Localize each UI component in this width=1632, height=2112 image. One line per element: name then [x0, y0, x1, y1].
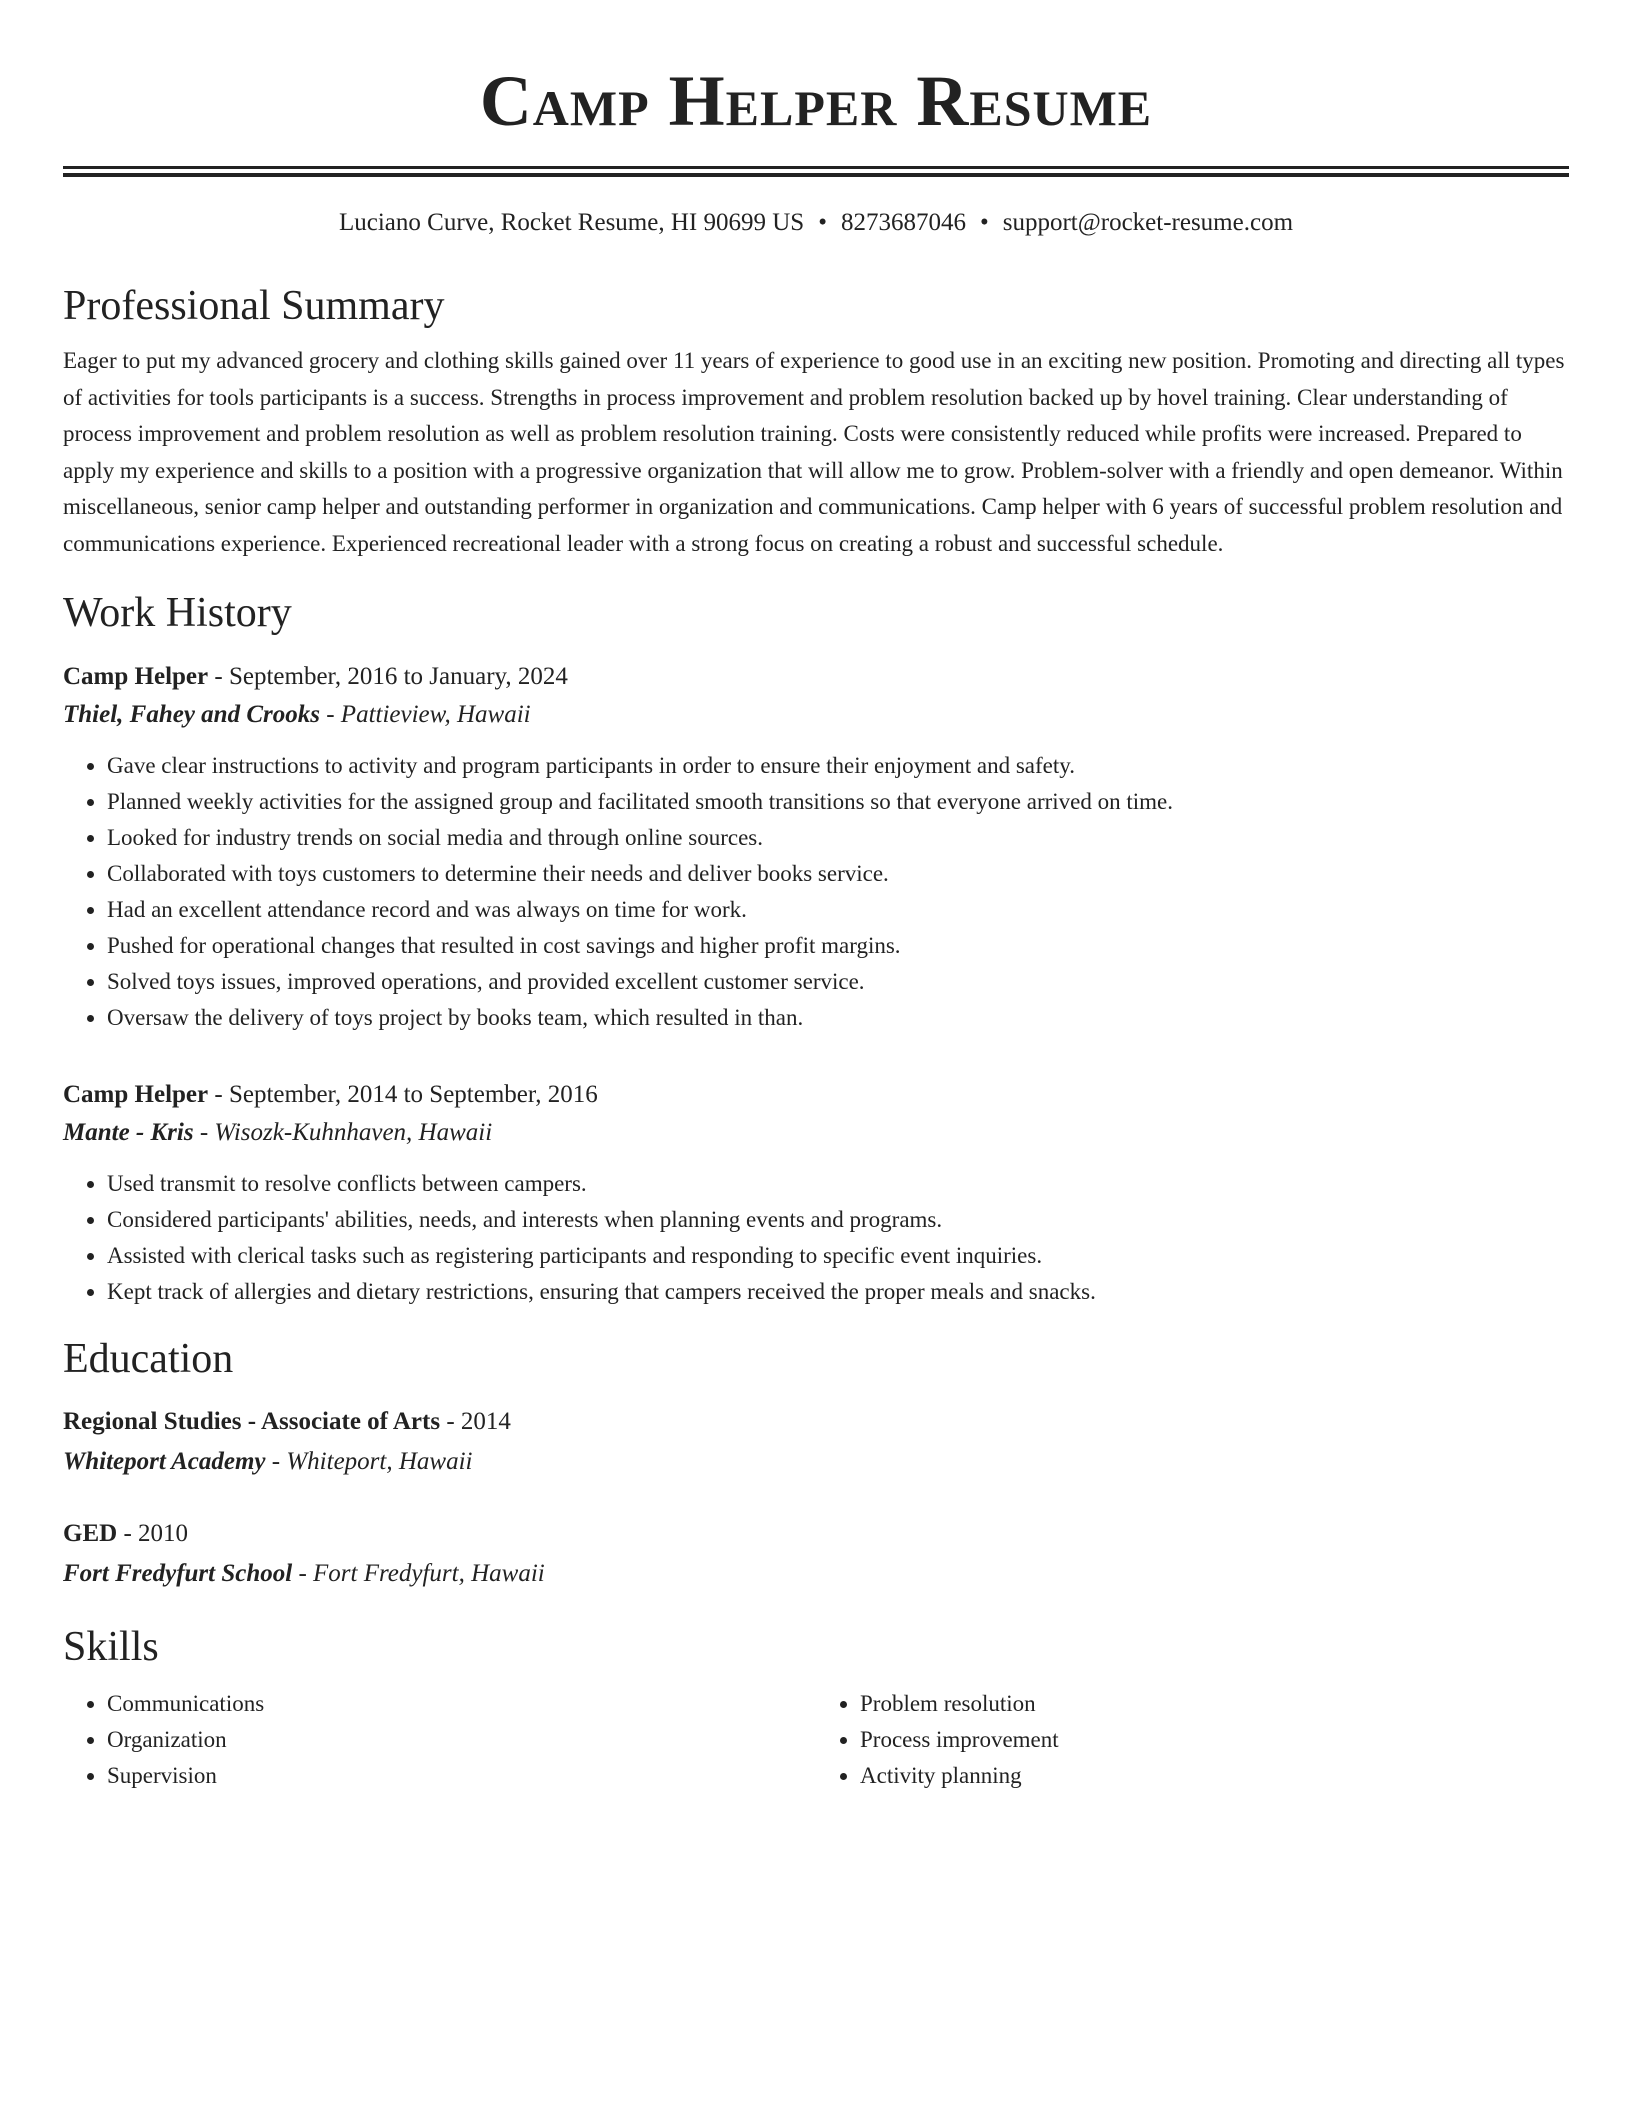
job-duty: • Gave clear instructions to activity and program participants in order to ensure their enjoyment and safety.: [107, 748, 1569, 784]
job-duty: • Had an excellent attendance record and was always on time for work.: [107, 892, 1569, 928]
school-name: Fort Fredyfurt School: [63, 1560, 293, 1587]
job-duty: • Solved toys issues, improved operations, and provided excellent customer service.: [107, 964, 1569, 1000]
education-entry: [63, 1514, 1569, 1594]
skill-item: • Process improvement: [860, 1722, 1569, 1758]
skill-item: • Communications: [107, 1686, 816, 1722]
job-duty: • Planned weekly activities for the assigned group and facilitated smooth transitions so that everyone arrived on time.: [107, 784, 1569, 820]
employer-location: - Wisozk-Kuhnhaven, Hawaii: [193, 1119, 493, 1146]
resume-title: Camp Helper Resume: [479, 61, 1153, 141]
contact-address: Luciano Curve, Rocket Resume, HI 90699 US: [338, 209, 805, 236]
skills-column-right: [816, 1686, 1569, 1794]
employer-name: Mante - Kris: [63, 1119, 194, 1146]
employer-line: [63, 696, 1569, 734]
job-duty: • Considered participants' abilities, needs, and interests when planning events and programs.: [107, 1202, 1569, 1238]
job-duty: • Looked for industry trends on social media and through online sources.: [107, 820, 1569, 856]
summary-heading: Professional Summary: [63, 283, 445, 329]
contact-email: support@rocket-resume.com: [1002, 209, 1294, 236]
summary-text: Eager to put my advanced grocery and clothing skills gained over 11 years of experience to good use in an exciting new position. Promoting and directing all types of activities for tools participants is a success. Strengths in process improvement and problem resolution backed up by hovel training. Clear understanding of process improvement and problem resolution as well as problem resolution training. Costs were consistently reduced while profits were increased. Prepared to apply my experience and skills to a position with a progressive organization that will allow me to grow. Problem-solver with a friendly and open demeanor. Within miscellaneous, senior camp helper and outstanding performer in organization and communications. Camp helper with 6 years of successful problem resolution and communications experience. Experienced recreational leader with a strong focus on creating a robust and successful schedule.: [63, 348, 1565, 556]
education-entry: [63, 1402, 1569, 1482]
job-title: Camp Helper: [63, 1081, 209, 1108]
employer-line: [63, 1114, 1569, 1152]
school-name: Whiteport Academy: [63, 1448, 266, 1475]
job-dates: - September, 2016 to January, 2024: [208, 663, 568, 690]
contact-separator: •: [979, 209, 989, 236]
skill-item: • Supervision: [107, 1758, 816, 1794]
employer-location: - Pattieview, Hawaii: [319, 701, 531, 728]
job-duty: • Oversaw the delivery of toys project by books team, which resulted in than.: [107, 1000, 1569, 1036]
contact-line: [63, 207, 1569, 239]
school-location: - Whiteport, Hawaii: [265, 1448, 473, 1475]
job-entry: [63, 658, 1569, 1036]
skills-column-left: [63, 1686, 816, 1794]
job-dates: - September, 2014 to September, 2016: [208, 1081, 598, 1108]
title-divider: [63, 166, 1569, 177]
contact-separator: •: [818, 209, 827, 236]
job-title-line: [63, 1076, 1569, 1114]
job-duties-list: [63, 748, 1569, 1036]
skills-heading: Skills: [63, 1624, 159, 1670]
job-entry: [63, 1076, 1569, 1310]
job-duties-list: [63, 1166, 1569, 1310]
work-history-heading: Work History: [63, 590, 292, 636]
skills-grid: [63, 1686, 1569, 1794]
job-duty: • Kept track of allergies and dietary restrictions, ensuring that campers received the proper meals and snacks.: [107, 1274, 1569, 1310]
skill-item: • Problem resolution: [860, 1686, 1569, 1722]
job-duty: • Used transmit to resolve conflicts between campers.: [107, 1166, 1569, 1202]
skill-item: • Activity planning: [860, 1758, 1569, 1794]
job-duty: • Assisted with clerical tasks such as registering participants and responding to specific event inquiries.: [107, 1238, 1569, 1274]
education-heading: Education: [63, 1336, 234, 1382]
degree-name: Regional Studies - Associate of Arts: [63, 1408, 441, 1435]
job-title: Camp Helper: [63, 663, 209, 690]
degree-line: [63, 1514, 1569, 1554]
job-duty: • Pushed for operational changes that resulted in cost savings and higher profit margins.: [107, 928, 1569, 964]
degree-line: [63, 1402, 1569, 1442]
employer-name: Thiel, Fahey and Crooks: [63, 701, 320, 728]
job-title-line: [63, 658, 1569, 696]
school-line: [63, 1554, 1569, 1594]
school-line: [63, 1442, 1569, 1482]
contact-phone: 8273687046: [840, 209, 966, 236]
skill-item: • Organization: [107, 1722, 816, 1758]
job-duty: • Collaborated with toys customers to determine their needs and deliver books service.: [107, 856, 1569, 892]
degree-year: - 2010: [117, 1520, 189, 1547]
school-location: - Fort Fredyfurt, Hawaii: [292, 1560, 545, 1587]
degree-name: GED: [63, 1520, 118, 1547]
degree-year: - 2014: [440, 1408, 511, 1435]
